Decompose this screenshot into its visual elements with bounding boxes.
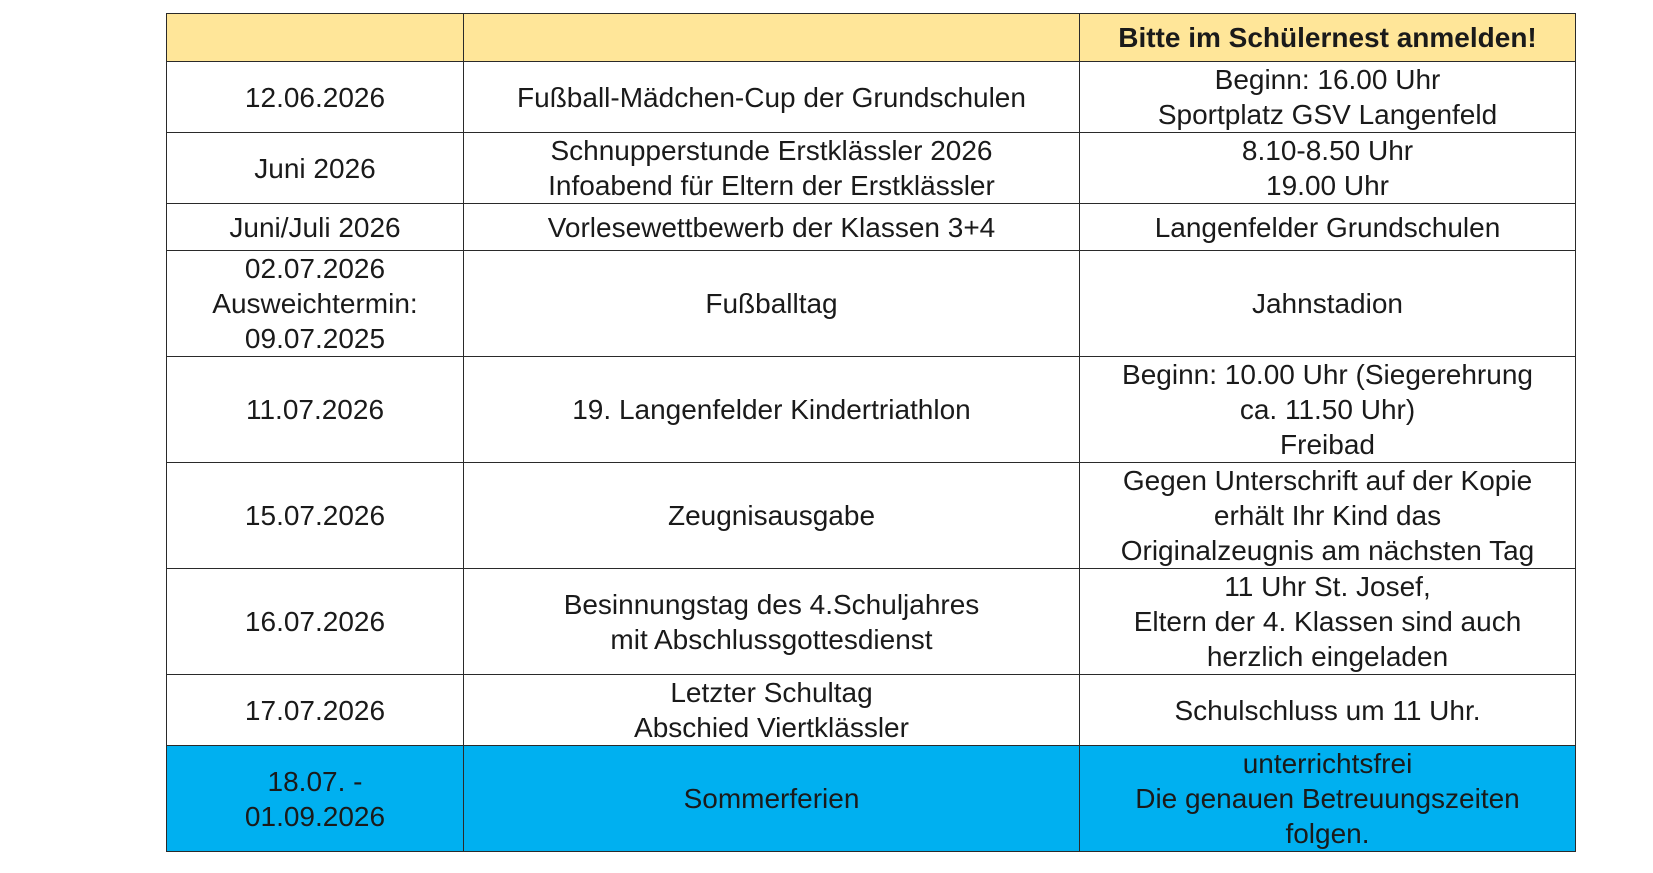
table-row <box>167 569 1576 675</box>
table-row <box>167 204 1576 251</box>
date-line: 09.07.2025 <box>244 323 386 354</box>
header-row <box>167 14 1576 62</box>
info-cell <box>1080 251 1576 357</box>
event-line: Fußball-Mädchen-Cup der Grundschulen <box>517 81 1026 113</box>
info-cell <box>1080 62 1576 133</box>
info-line: erhält Ihr Kind das <box>1213 500 1442 531</box>
info-line: Beginn: 16.00 Uhr <box>1214 64 1441 95</box>
date-line: Ausweichtermin: <box>212 288 418 319</box>
info-line: Schulschluss um 11 Uhr. <box>1174 694 1481 726</box>
info-cell <box>1080 357 1576 463</box>
event-cell <box>464 204 1080 251</box>
event-line: Vorlesewettbewerb der Klassen 3+4 <box>547 211 996 243</box>
date-cell <box>167 357 464 463</box>
date-cell <box>167 251 464 357</box>
info-cell <box>1080 463 1576 569</box>
date-line: Juni 2026 <box>254 152 376 184</box>
date-cell <box>167 746 464 852</box>
event-cell <box>464 251 1080 357</box>
info-cell <box>1080 569 1576 675</box>
event-line: Besinnungstag des 4.Schuljahres <box>563 588 980 620</box>
date-line: 16.07.2026 <box>244 606 386 637</box>
info-line: 19.00 Uhr <box>1266 170 1389 201</box>
date-line: 02.07.2026 <box>244 253 386 284</box>
event-line: mit Abschlussgottesdienst <box>610 623 933 655</box>
table-row <box>167 133 1576 204</box>
event-cell <box>464 463 1080 569</box>
date-cell <box>167 204 464 251</box>
event-line: Letzter Schultag <box>670 677 873 708</box>
info-cell <box>1080 746 1576 852</box>
info-line: Beginn: 10.00 Uhr (Siegerehrung <box>1122 359 1533 390</box>
event-line: Schnupperstunde Erstklässler 2026 <box>550 135 993 166</box>
event-line: Infoabend für Eltern der Erstklässler <box>548 170 995 201</box>
info-line: Eltern der 4. Klassen sind auch <box>1133 606 1522 637</box>
date-line: 15.07.2026 <box>244 500 386 531</box>
date-line: 01.09.2026 <box>244 800 386 832</box>
info-cell <box>1080 133 1576 204</box>
info-line: unterrichtsfrei <box>1242 748 1413 779</box>
header-cell-event <box>464 14 1080 62</box>
holiday-row <box>167 746 1576 852</box>
schedule-table <box>166 13 1576 852</box>
info-line: Jahnstadion <box>1251 288 1403 319</box>
info-line: Langenfelder Grundschulen <box>1154 211 1501 243</box>
table-row <box>167 675 1576 746</box>
info-line: 8.10-8.50 Uhr <box>1241 135 1414 166</box>
event-cell <box>464 133 1080 204</box>
date-line: 18.07. - <box>267 765 363 797</box>
info-line: herzlich eingeladen <box>1206 641 1449 672</box>
info-line: Freibad <box>1280 429 1375 460</box>
event-line: Abschied Viertklässler <box>634 712 909 743</box>
info-line: ca. 11.50 Uhr) <box>1239 394 1416 425</box>
event-line: Sommerferien <box>683 783 860 814</box>
info-line: Gegen Unterschrift auf der Kopie <box>1122 465 1533 496</box>
info-line: Die genauen Betreuungszeiten <box>1135 783 1520 814</box>
event-cell <box>464 569 1080 675</box>
date-cell <box>167 133 464 204</box>
event-line: Fußballtag <box>705 288 838 319</box>
event-cell <box>464 357 1080 463</box>
table-row <box>167 463 1576 569</box>
event-cell <box>464 675 1080 746</box>
event-cell <box>464 62 1080 133</box>
header-cell-signup-note: Bitte im Schülernest anmelden! <box>1080 14 1576 62</box>
event-line: 19. Langenfelder Kindertriathlon <box>572 394 971 425</box>
header-cell-date <box>167 14 464 62</box>
date-cell <box>167 463 464 569</box>
info-cell <box>1080 204 1576 251</box>
date-cell <box>167 569 464 675</box>
table-row <box>167 251 1576 357</box>
info-line: folgen. <box>1285 818 1370 849</box>
date-line: Juni/Juli 2026 <box>229 211 401 243</box>
info-line: Originalzeugnis am nächsten Tag <box>1120 535 1535 566</box>
info-cell <box>1080 675 1576 746</box>
date-line: 12.06.2026 <box>244 81 386 113</box>
date-line: 11.07.2026 <box>245 394 385 425</box>
date-line: 17.07.2026 <box>244 694 386 726</box>
info-line: 11 Uhr St. Josef, <box>1224 571 1431 602</box>
date-cell <box>167 62 464 133</box>
table-row <box>167 62 1576 133</box>
date-cell <box>167 675 464 746</box>
event-cell <box>464 746 1080 852</box>
table-row <box>167 357 1576 463</box>
info-line: Sportplatz GSV Langenfeld <box>1157 99 1498 130</box>
event-line: Zeugnisausgabe <box>667 500 876 531</box>
